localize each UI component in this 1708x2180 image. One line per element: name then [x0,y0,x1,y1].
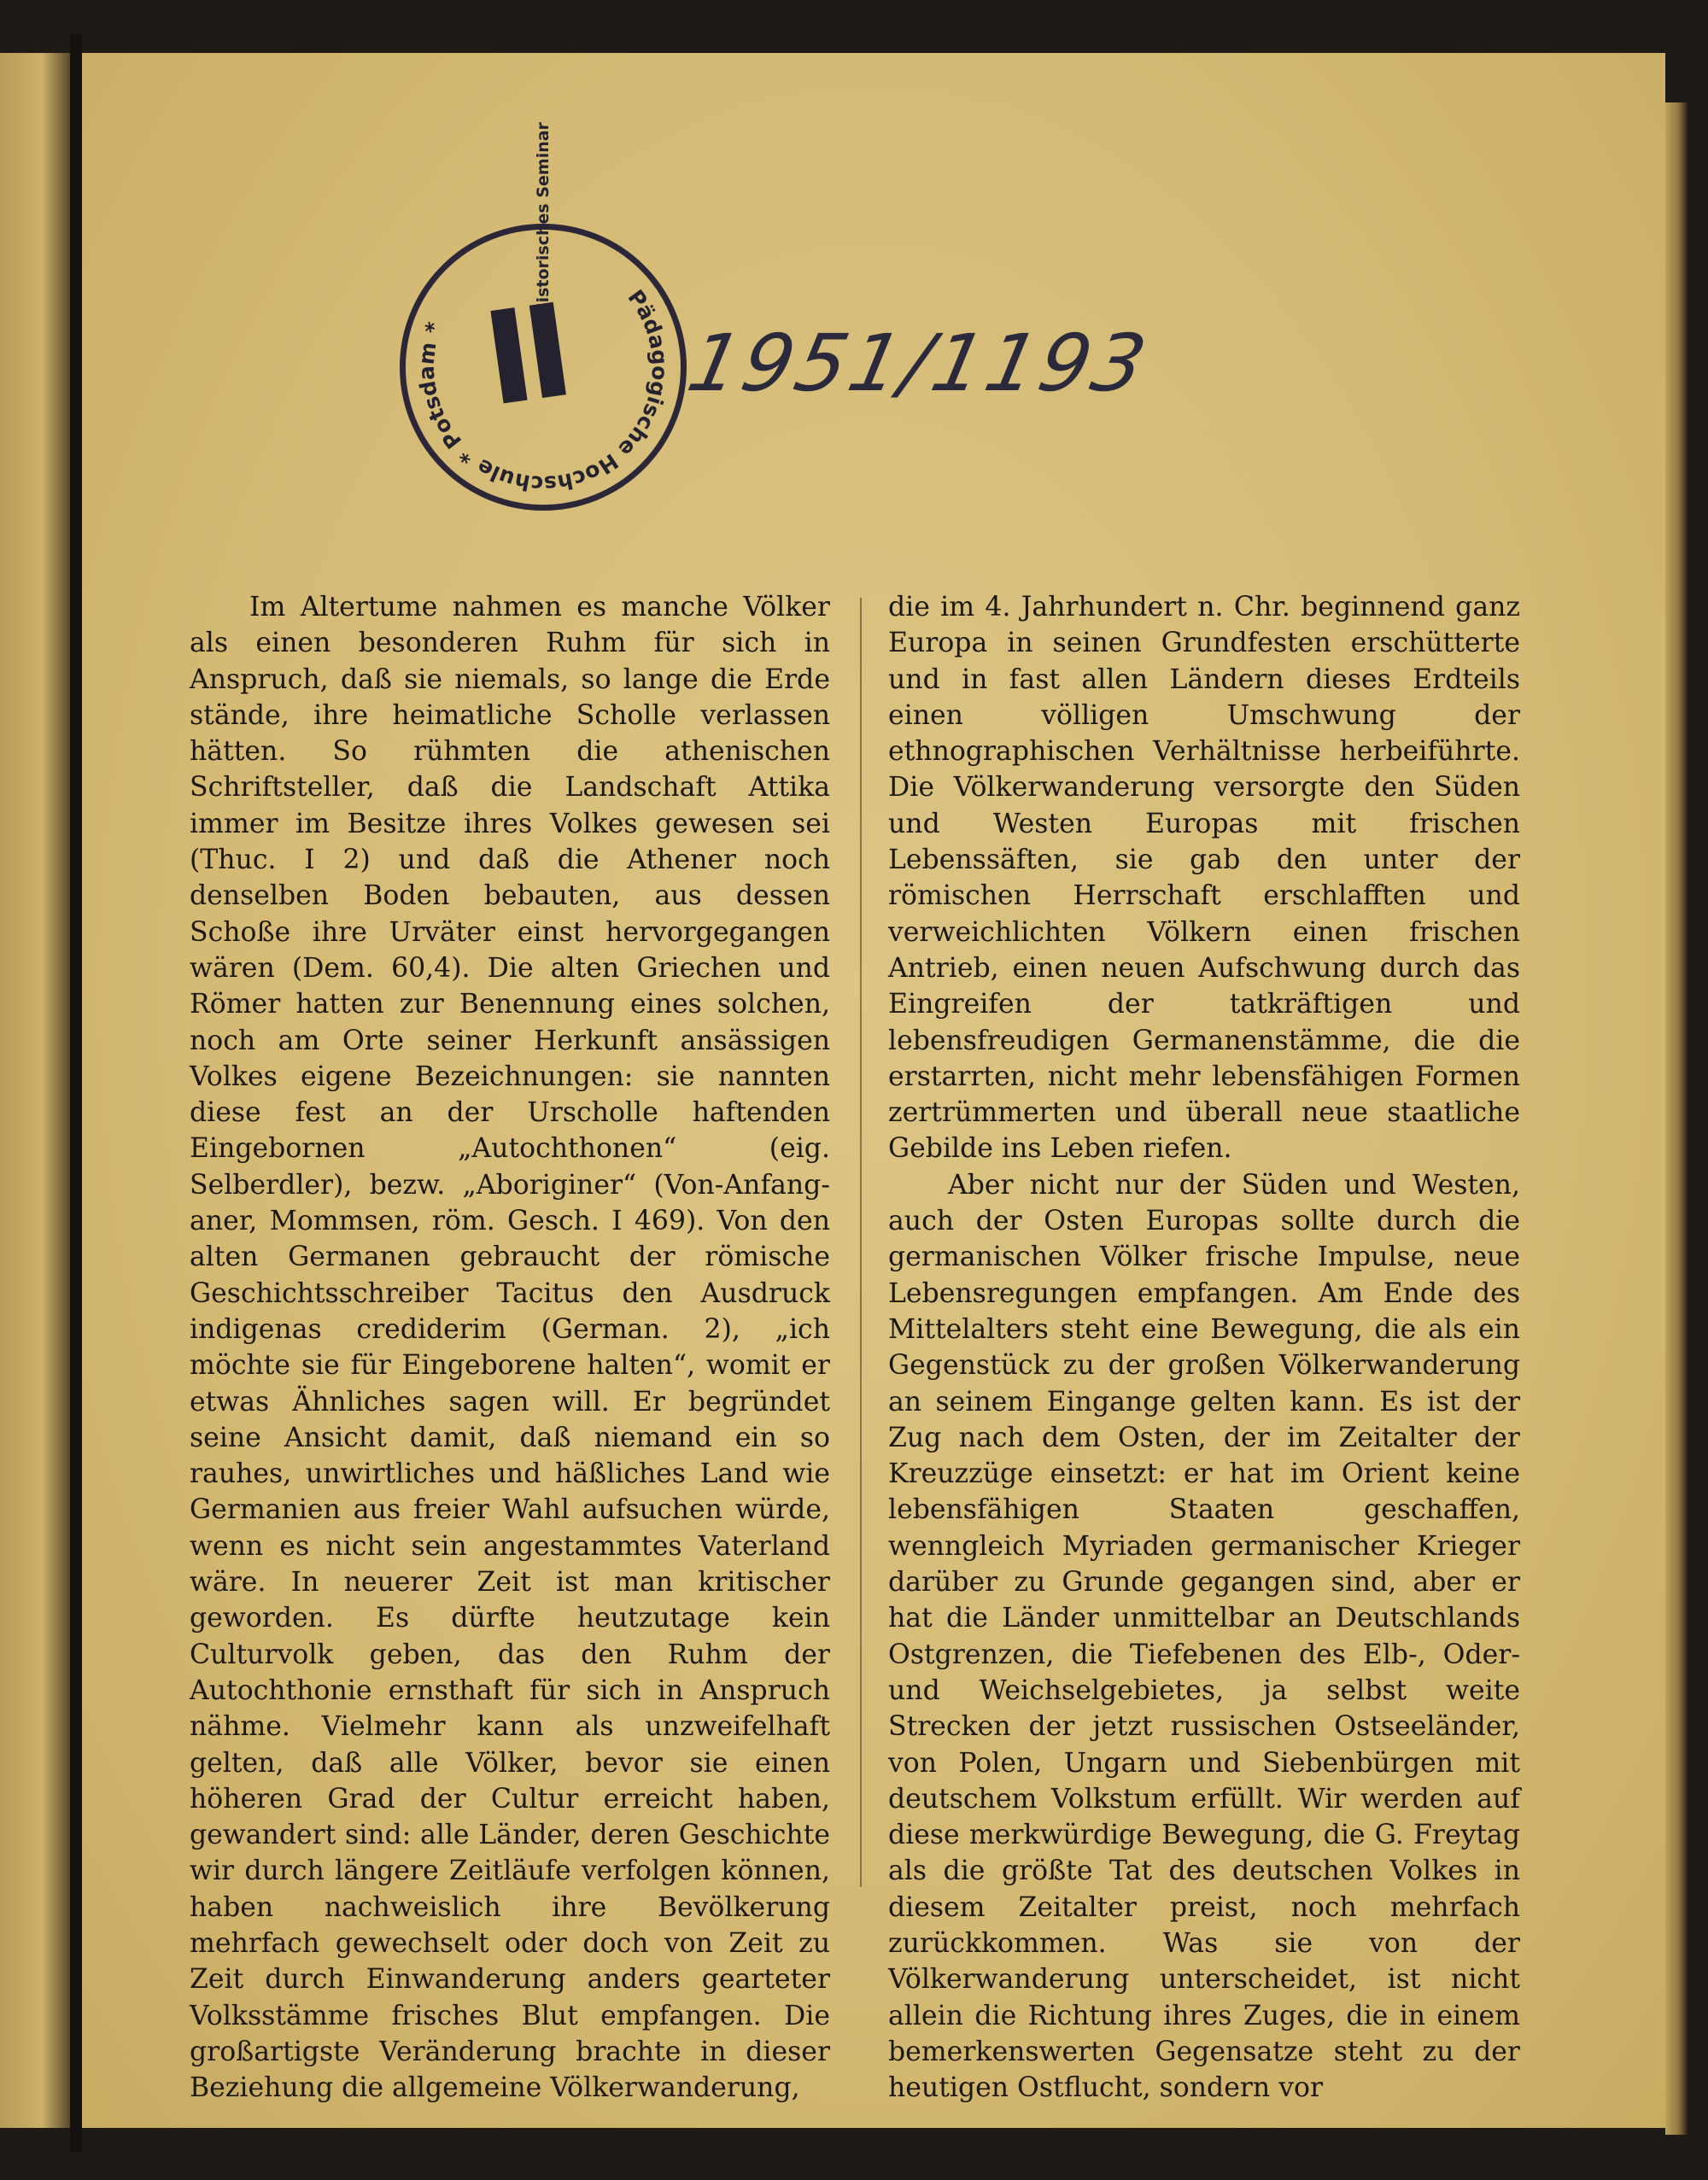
previous-page-edge [0,53,70,2128]
left-text-column [190,589,830,2106]
column-divider [860,598,862,1887]
stamp-ring-label: Pädagogische Hochschule * Potsdam * [413,284,673,497]
right-text-column [888,589,1520,2106]
paragraph: die im 4. Jahrhundert n. Chr. beginnend ganz Europa in seinen Grundfesten erschütterte und in fast allen Ländern dieses Erdteils einen völligen Umschwung der ethnographischen Verhältnisse herbeiführte. Die Völkerwanderung versorgte den Süden und Westen Europas mit frischen Lebenssäften, sie gab den unter der römischen Herrschaft erschlafften und verweichlichten Völkern einen frischen Antrieb, einen neuen Aufschwung durch das Eingreifen der tatkräftigen und lebensfreudigen Germanenstämme, die die erstarrten, nicht mehr lebensfähigen Formen zertrümmerten und überall neue staatliche Gebilde ins Leben riefen. [888,592,1520,1165]
page-stack-edge [1665,102,1688,2135]
stamp-numeral: II [475,277,574,435]
stamp-center [472,122,622,459]
paragraph: Im Altertume nahmen es manche Völker als einen besonderen Ruhm für sich in Anspruch, daß sie niemals, so lange die Erde stände, ihre heimatliche Scholle verlassen hätten. So rühmten die athenischen Schriftsteller, daß die Landschaft Attika immer im Besitze ihres Volkes gewesen sei (Thuc. I 2) und daß die Athener noch denselben Boden bebauten, aus dessen Schoße ihre Urväter einst hervorgegangen wären (Dem. 60,4). Die alten Griechen und Römer hatten zur Benennung eines solchen, noch am Orte seiner Herkunft ansässigen Volkes eigene Bezeichnungen: sie nannten diese fest an der Urscholle haftenden Eingebornen „Autochthonen“ (eig. Selberdler), bezw. „Aboriginer“ (Von-Anfang-aner, Mommsen, röm. Gesch. I 469). Von den alten Germanen gebraucht der römische Geschichtsschreiber Tacitus den Ausdruck indigenas crediderim (German. 2), „ich möchte sie für Eingeborene halten“, womit er etwas Ähnliches sagen will. Er begründet seine Ansicht damit, daß niemand ein so rauhes, unwirtliches und häßliches Land wie Germanien aus freier Wahl aufsuchen würde, wenn es nicht sein angestammtes Vaterland wäre. In neuerer Zeit ist man kritischer geworden. Es dürfte heutzutage kein Culturvolk geben, das den Ruhm der Autochthonie ernsthaft für sich in Anspruch nähme. Vielmehr kann als unzweifelhaft gelten, daß alle Völker, bevor sie einen höheren Grad der Cultur erreicht haben, gewandert sind: alle Länder, deren Geschichte wir durch längere Zeitläufe verfolgen können, haben nachweislich ihre Bevölkerung mehrfach gewechselt oder doch von Zeit zu Zeit durch Einwanderung anders gearteter Volksstämme frisches Blut empfangen. Die großartigste Veränderung brachte in dieser Beziehung die allgemeine Völkerwanderung, [190,592,830,2104]
paragraph: Aber nicht nur der Süden und Westen, auch der Osten Europas sollte durch die germanischen Völker frische Impulse, neue Lebensregungen empfangen. Am Ende des Mittelalters steht eine Bewegung, die als ein Gegenstück zu der großen Völkerwanderung an seinem Eingange gelten kann. Es ist der Zug nach dem Osten, der im Zeitalter der Kreuzzüge einsetzt: er hat im Orient keine lebensfähigen Staaten geschaffen, wenngleich Myriaden germanischer Krieger darüber zu Grunde gegangen sind, aber er hat die Länder unmittelbar an Deutschlands Ostgrenzen, die Tiefebenen des Elb-, Oder- und Weichselgebietes, ja selbst weite Strecken der jetzt russischen Ostseeländer, von Polen, Ungarn und Siebenbürgen mit deutschem Volkstum erfüllt. Wir werden auf diese merkwürdige Bewegung, die G. Freytag als die größte Tat des deutschen Volkes in diesem Zeitalter preist, noch mehrfach zurückkommen. Was sie von der Völkerwanderung unterscheidet, ist nicht allein die Richtung ihres Zuges, die in einem bemerkenswerten Gegensatze steht zu der heutigen Ostflucht, sondern vor [888,1169,1520,2104]
library-stamp [400,122,687,511]
handwritten-shelfmark: 1951/1193 [680,318,1157,409]
book-gutter [70,34,82,2152]
stamp-center-label: Historisches Seminar [534,122,553,317]
